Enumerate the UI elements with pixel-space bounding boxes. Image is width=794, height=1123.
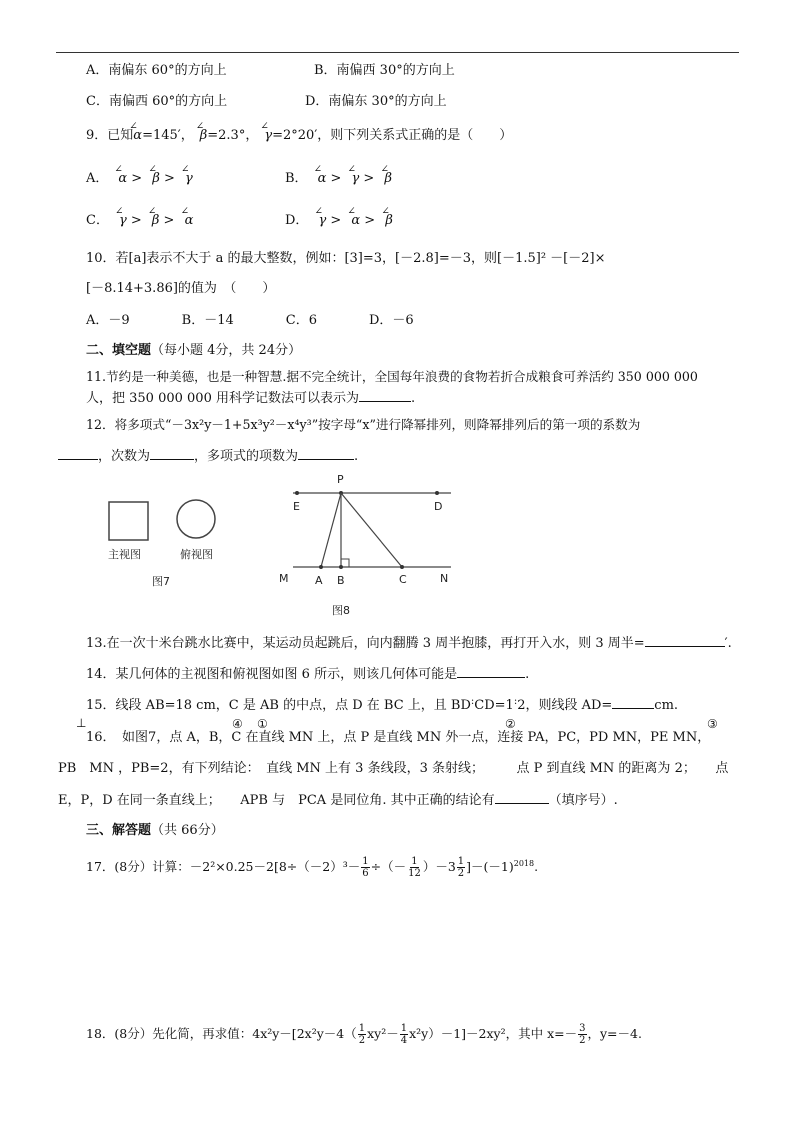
q18-frac-3: $\frac{3}{2}$ bbox=[579, 1023, 586, 1046]
figure-8-drawing bbox=[275, 470, 465, 620]
q9-option-c: C． ∠ γ > ∠ β > ∠ α bbox=[86, 206, 194, 228]
q9-stem: 9．已知 ∠ α=145′， ∠ β=2.3°， ∠ γ=2°20′，则下列关系式正确的是（ ） bbox=[86, 121, 513, 143]
label-e: E bbox=[293, 500, 300, 513]
q10-options: A．－9 B．－14 C．6 D．－6 bbox=[86, 313, 414, 328]
q9-option-d: D． ∠ γ > ∠ α > ∠ β bbox=[285, 206, 393, 228]
q10-line1: 10．若[a]表示不大于 a 的最大整数，例如：[3]=3，[－2.8]=－3，则[－1.5]² －[－2]× bbox=[86, 251, 606, 266]
q8-option-b: B．南偏西 30°的方向上 bbox=[314, 63, 455, 78]
q12-line1: 12．将多项式“－3x²y－1+5x³y²－x⁴y³”按字母“x”进行降幂排列，则降幂排列后的第一项的系数为 bbox=[86, 417, 641, 432]
figure-8-caption: 图8 bbox=[332, 604, 350, 617]
q12-line2: ，次数为 ，多项式的项数为 . bbox=[58, 447, 358, 466]
top-view-circle bbox=[177, 500, 215, 538]
q12-degree-blank[interactable] bbox=[150, 447, 194, 460]
circled-2: ② bbox=[505, 717, 516, 731]
q15-answer-blank[interactable] bbox=[612, 696, 654, 709]
front-view-label: 主视图 bbox=[108, 548, 141, 561]
q16-line2: PB MN ，PB=2，有下列结论： 直线 MN 上有 3 条线段，3 条射线； 点 P 到直线 MN 的距离为 2； 点 bbox=[58, 761, 729, 776]
q8-option-a: A．南偏东 60°的方向上 bbox=[86, 63, 227, 78]
point-b bbox=[339, 565, 343, 569]
q17: 17．(8分）计算：－2²×0.25－2[8÷（－2）³－ $\frac{1}{6}$ ÷（－ $\frac{1}{12}$ ）－3 $\frac{1}{2}$ ]$-(-1)^{2018}$. bbox=[86, 856, 539, 880]
figure-8 bbox=[275, 470, 465, 620]
perpendicular-mark: ⊥ bbox=[76, 716, 87, 730]
q17-frac-3: $\frac{1}{2}$ bbox=[457, 856, 465, 880]
q9-option-a: A． ∠ α > ∠ β > ∠ γ bbox=[86, 164, 193, 186]
point-a bbox=[319, 565, 323, 569]
section-3-heading: 三、解答题（共 66分） bbox=[86, 823, 224, 838]
q8-option-d: D．南偏东 30°的方向上 bbox=[305, 94, 447, 109]
header-rule bbox=[56, 52, 739, 53]
circled-3: ③ bbox=[707, 717, 718, 731]
label-d: D bbox=[434, 500, 443, 513]
q12-terms-blank[interactable] bbox=[298, 447, 354, 460]
q17-frac-1: $\frac{1}{6}$ bbox=[362, 856, 369, 880]
circled-4: ④ bbox=[232, 717, 243, 731]
q16-answer-blank[interactable] bbox=[495, 791, 549, 804]
circled-1: ① bbox=[257, 717, 268, 731]
figure-7 bbox=[100, 490, 230, 590]
q15: 15．线段 AB=18 cm，C 是 AB 的中点，点 D 在 BC 上，且 BD:CD=1:2，则线段 AD= cm. bbox=[86, 696, 679, 713]
q13: 13.在一次十米台跳水比赛中，某运动员起跳后，向内翻腾 3 周半抱膝，再打开入水，则 3 周半= ′. bbox=[86, 636, 732, 651]
q16-line3: E，P，D 在同一条直线上； APB 与 PCA 是同位角. 其中正确的结论有 （填序号）. bbox=[58, 793, 618, 808]
point-e bbox=[295, 491, 299, 495]
segment-pc bbox=[341, 493, 402, 567]
q18-frac-2: $\frac{1}{4}$ bbox=[400, 1023, 408, 1046]
front-view-square bbox=[109, 502, 148, 540]
label-p: P bbox=[337, 473, 344, 486]
q10-line2: [－8.14+3.86]的值为 （ ） bbox=[86, 281, 276, 296]
q18: 18．(8分）先化简，再求值：4x²y－[2x²y－4（ $\frac{1}{2}$ xy²－ $\frac{1}{4}$ x²y）－1]－2xy²，其中 x=－ $\frac{3}{2}$ ，y=－4. bbox=[86, 1023, 642, 1046]
label-c: C bbox=[399, 573, 407, 586]
q8-option-c: C．南偏西 60°的方向上 bbox=[86, 94, 228, 109]
q9-option-b: B． ∠ α > ∠ γ > ∠ β bbox=[285, 164, 392, 186]
point-d bbox=[435, 491, 439, 495]
q16-line1: 16． 如图7，点 A，B，C 在直线 MN 上，点 P 是直线 MN 外一点，连接 PA，PC，PD MN，PE MN， bbox=[86, 730, 711, 745]
q14-answer-blank[interactable] bbox=[457, 665, 525, 678]
q14: 14．某几何体的主视图和俯视图如图 6 所示，则该几何体可能是 . bbox=[86, 667, 530, 682]
figure-7-caption: 图7 bbox=[152, 575, 170, 588]
label-m: M bbox=[279, 572, 289, 585]
q11-line1: 11.节约是一种美德，也是一种智慧.据不完全统计，全国每年浪费的食物若折合成粮食可养活约 350 000 000 bbox=[86, 369, 698, 384]
q17-frac-2: $\frac{1}{12}$ bbox=[408, 856, 421, 880]
q12-coefficient-blank[interactable] bbox=[58, 447, 98, 460]
label-a: A bbox=[315, 574, 323, 587]
q11-line2: 人，把 350 000 000 用科学记数法可以表示为 . bbox=[86, 391, 416, 406]
q11-answer-blank[interactable] bbox=[359, 389, 411, 402]
segment-pa bbox=[321, 493, 341, 567]
section-2-heading: 二、填空题（每小题 4分，共 24分） bbox=[86, 343, 302, 358]
point-c bbox=[400, 565, 404, 569]
top-view-label: 俯视图 bbox=[180, 548, 213, 561]
q13-answer-blank[interactable] bbox=[645, 634, 725, 647]
q18-frac-1: $\frac{1}{2}$ bbox=[358, 1023, 366, 1046]
label-b: B bbox=[337, 574, 345, 587]
label-n: N bbox=[440, 572, 449, 585]
